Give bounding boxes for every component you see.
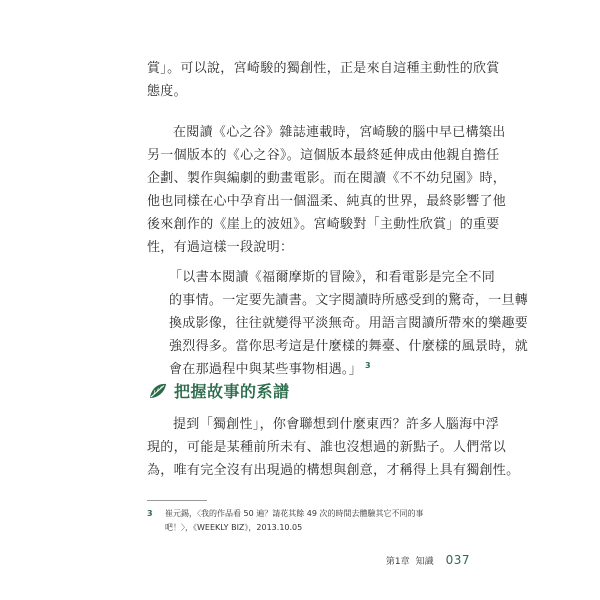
- paragraph-1: [147, 57, 500, 103]
- text-line: 現的，可能是某種前所未有、誰也沒想過的新點子。人們常以: [147, 440, 507, 455]
- footnote-line-2: 吧！〉，《WEEKLY BIZ》，2013.10.05: [165, 523, 303, 532]
- text-line: 換成影像，往往就變得平淡無奇。用語言閱讀所帶來的樂趣要: [169, 316, 529, 331]
- text-line: 他也同樣在心中孕育出一個溫柔、純真的世界，最終影響了他: [147, 194, 507, 209]
- footnote-text: 崔元錫，〈我的作品看 50 遍？請花其餘 49 次的時間去體驗其它不同的事: [165, 509, 424, 518]
- text-line: 「以書本閱讀《福爾摩斯的冒險》，和看電影是完全不同: [169, 270, 496, 285]
- text-line: 的事情。一定要先讀書。文字閱讀時所感受到的驚奇，一旦轉: [169, 293, 529, 308]
- text-line: 在閱讀《心之谷》雜誌連載時，宮崎駿的腦中早已構築出: [173, 125, 506, 140]
- section-heading-text: 把握故事的系譜: [174, 382, 290, 401]
- text-line: 提到「獨創性」，你會聯想到什麼東西？許多人腦海中浮: [173, 417, 500, 432]
- text-line: 後來創作的《崖上的波妞》。宮崎駿對「主動性欣賞」的重要: [147, 217, 500, 232]
- text-line: 企劃、製作與編劇的動畫電影。而在閱讀《不不幼兒園》時，: [147, 171, 507, 186]
- text-line: 另一個版本的《心之谷》。這個版本最終延伸成由他親自擔任: [147, 148, 500, 163]
- chapter-label: 第1章: [385, 557, 410, 567]
- paragraph-2: [147, 121, 506, 259]
- text-line: 為，唯有完全沒有出現過的構想與創意，才稱得上具有獨創性。: [147, 463, 520, 478]
- block-quote: [169, 266, 528, 381]
- text-line: 性，有過這樣一段說明：: [147, 240, 294, 255]
- leaf-icon: [148, 382, 168, 400]
- text-line: 賞」。可以說，宮崎駿的獨創性，正是來自這種主動性的欣賞: [147, 61, 500, 76]
- footnote-line-1: [147, 507, 424, 521]
- footnote-reference[interactable]: 3: [365, 360, 371, 370]
- page-footer: [386, 553, 470, 567]
- section-label: 知識: [415, 557, 434, 567]
- text-line-content: 會在那過程中與某些事物相遇。」: [169, 362, 363, 377]
- footnote: [147, 507, 424, 535]
- footnote-number: 3: [147, 509, 153, 518]
- section-heading: [148, 379, 290, 402]
- text-line: [169, 358, 528, 381]
- text-line: 態度。: [147, 84, 187, 99]
- footnote-divider: [147, 500, 207, 501]
- text-line: 強烈得多。當你思考這是什麼樣的舞臺、什麼樣的風景時，就: [169, 339, 529, 354]
- paragraph-4: [147, 413, 519, 482]
- page-number: 037: [445, 553, 470, 567]
